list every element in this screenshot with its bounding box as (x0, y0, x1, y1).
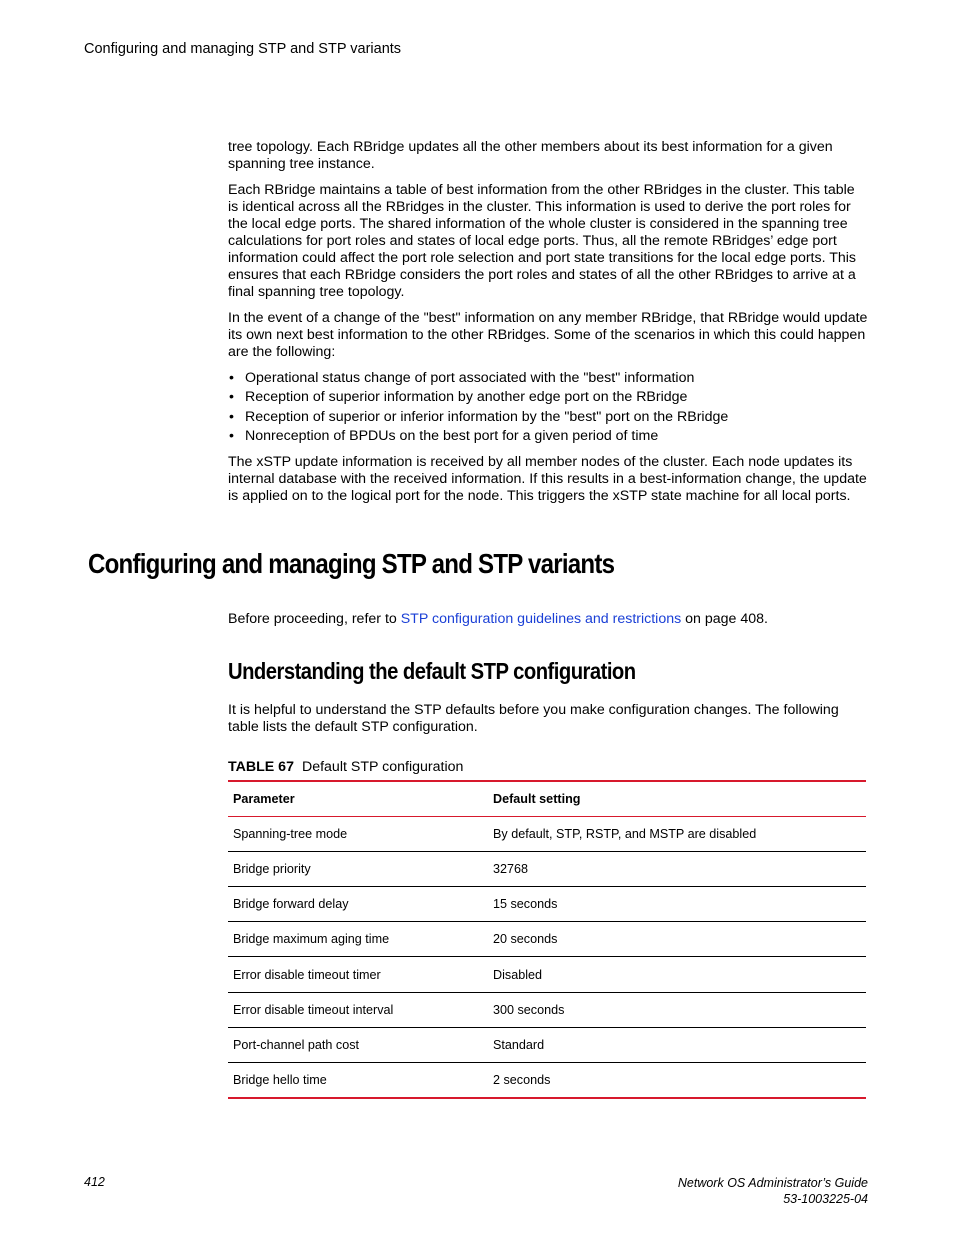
page-number: 412 (84, 1175, 105, 1189)
running-header: Configuring and managing STP and STP variants (84, 41, 402, 57)
intro-paragraph-1: tree topology. Each RBridge updates all the other members about its best information for a given spanning tree instance. (228, 139, 833, 172)
intro-block (228, 139, 868, 514)
bullet-icon: • (229, 389, 234, 406)
column-header-default-setting: Default setting (488, 781, 866, 816)
table-label: TABLE 67 (228, 759, 294, 775)
list-item: • Nonreception of BPDUs on the best port for a given period of time (229, 428, 659, 445)
table-row: Port-channel path cost Standard (228, 1027, 866, 1062)
table-caption: TABLE 67 Default STP configuration (228, 759, 464, 775)
section-title: Configuring and managing STP and STP variants (88, 548, 615, 579)
table-header-row (228, 781, 866, 816)
table-row: Error disable timeout interval 300 seconds (228, 992, 866, 1027)
intro-paragraph-4: The xSTP update information is received by all member nodes of the cluster. Each node updates its internal database with the received information. If this results in a best-information change, the update is applied on to the logical port for the node. This triggers the xSTP state machine for all local ports. (228, 454, 867, 505)
column-header-parameter: Parameter (228, 781, 488, 816)
table-row: Spanning-tree mode By default, STP, RSTP, and MSTP are disabled (228, 816, 866, 851)
scenario-list (228, 370, 868, 445)
before-proceeding-text: Before proceeding, refer to STP configuration guidelines and restrictions on page 408. (228, 611, 768, 627)
list-item: • Operational status change of port associated with the "best" information (229, 370, 695, 386)
footer-doc-info (678, 1175, 868, 1207)
intro-paragraph-2: Each RBridge maintains a table of best information from the other RBridges in the cluster. This table is identical across all the RBridges in the cluster. This information is used to derive the port roles for the local edge ports. The shared information of the whole cluster is considered in the spanning tree calculations for port roles and states of local edge ports. Thus, all the remote RBridges’ edge port information could affect the port role selection and port state transitions for the local edge ports. This ensures that each RBridge considers the port roles and states of all the other RBridges to arrive at a final spanning tree topology. (228, 182, 857, 300)
table-row: Bridge hello time 2 seconds (228, 1063, 866, 1098)
stp-guidelines-link[interactable]: STP configuration guidelines and restrictions (400, 611, 682, 627)
subsection-paragraph: It is helpful to understand the STP defaults before you make configuration changes. The following table lists the default STP configuration. (228, 702, 839, 735)
doc-number: 53-1003225-04 (783, 1192, 868, 1206)
table-row: Error disable timeout timer Disabled (228, 957, 866, 992)
default-stp-table (228, 780, 866, 1099)
bullet-icon: • (229, 408, 234, 425)
table-row: Bridge forward delay 15 seconds (228, 887, 866, 922)
table-row: Bridge maximum aging time 20 seconds (228, 922, 866, 957)
bullet-icon: • (229, 428, 234, 445)
bullet-icon: • (229, 370, 234, 386)
list-item: • Reception of superior information by another edge port on the RBridge (229, 389, 688, 406)
list-item: • Reception of superior or inferior information by the "best" port on the RBridge (229, 408, 729, 425)
book-title: Network OS Administrator’s Guide (677, 1176, 868, 1190)
table-row: Bridge priority 32768 (228, 851, 866, 886)
intro-paragraph-3: In the event of a change of the "best" information on any member RBridge, that RBridge would update its own next best information to the other RBridges. Some of the scenarios in which this could happen are the following: (228, 310, 868, 360)
subsection-title: Understanding the default STP configuration (228, 658, 636, 684)
